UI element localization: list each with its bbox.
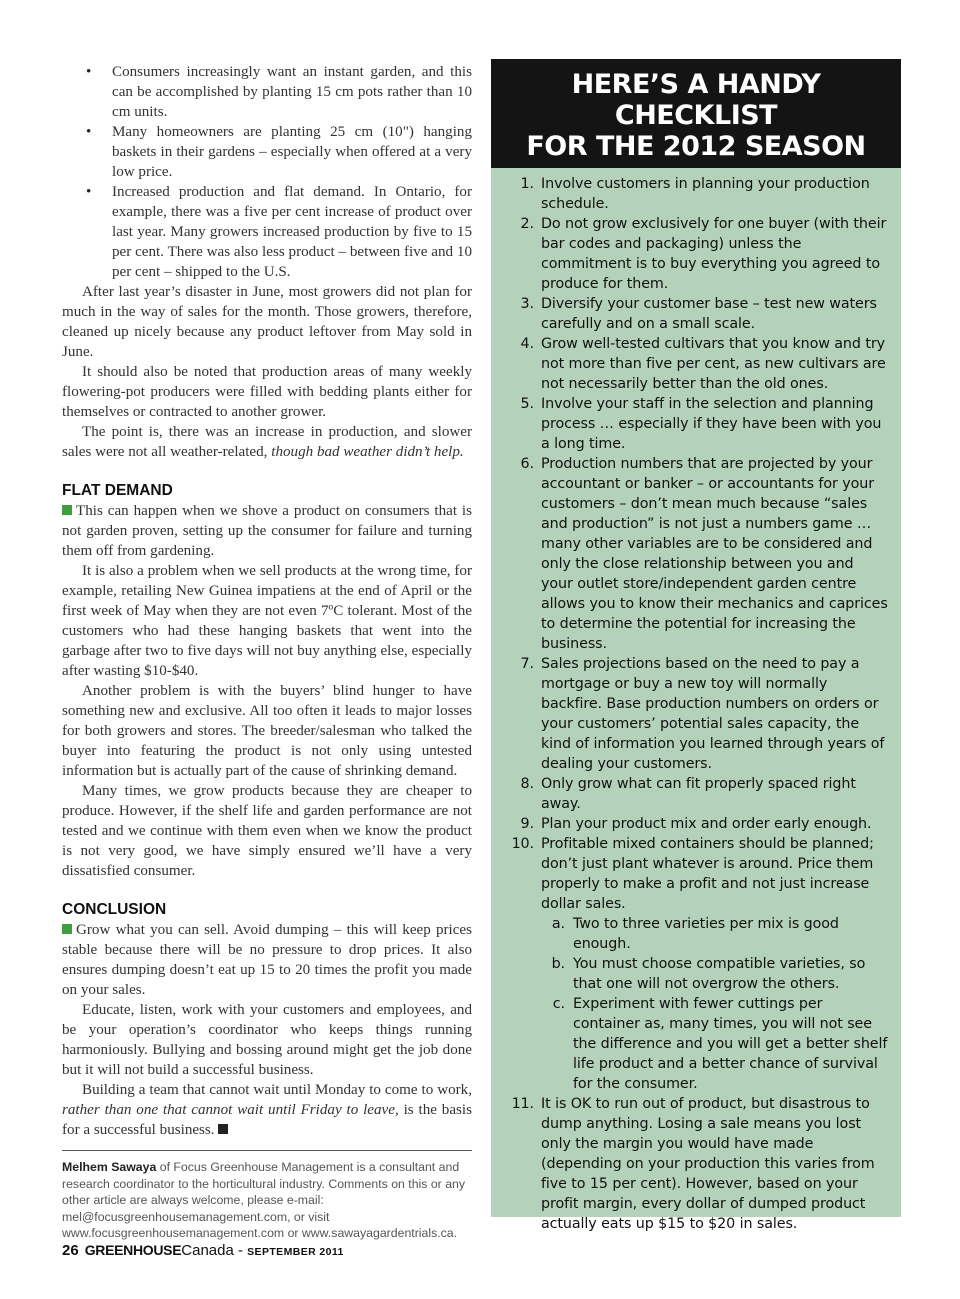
- page-number: 26: [62, 1242, 79, 1259]
- item-number: 8.: [520, 776, 534, 792]
- page-footer: [62, 1242, 344, 1260]
- item-number: 11.: [511, 1096, 534, 1112]
- author-bio: [62, 1159, 472, 1242]
- item-number: 4.: [520, 336, 534, 352]
- item-number: 3.: [520, 296, 534, 312]
- checklist-item: [520, 334, 889, 394]
- paragraph: It is also a problem when we sell products at the wrong time, for example, retailing New Guinea impatiens at the end of April or the first week of May when they are not even 7ºC tolerant. Most of the customers who had these hanging baskets that went into the garbage after two to five days will not buy anything else, especially after wasting $10-$40.: [62, 563, 472, 679]
- item-text: Profitable mixed containers should be planned; don’t just plant whatever is around. Price them properly to make a profit and not just increase dollar sales.: [541, 836, 874, 912]
- section-lead: [62, 501, 472, 561]
- item-number: 7.: [520, 656, 534, 672]
- paragraph: Educate, listen, work with your customers and employees, and be your operation’s coordinator who keeps things running harmoniously. Bullying and bossing around might get the job done but it will not build a successful business.: [62, 1002, 472, 1078]
- checklist-item: [520, 174, 889, 214]
- item-text: Production numbers that are projected by your accountant or banker – or accountants for your customers – don’t mean much because “sales and production” is not just a numbers game … many other variables are to be considered and only the close relationship between you and your outlet store/independent garden centre allows you to know their mechanics and caprices to determine the potential for increasing the business.: [541, 456, 888, 652]
- paragraph: It should also be noted that production areas of many weekly flowering-pot producers were filled with bedding plants either for themselves or contracted to another grower.: [62, 364, 472, 420]
- paragraph: Many times, we grow products because they are cheaper to produce. However, if the shelf life and garden performance are not tested and we continue with them even when we know the product is not very good, we have simply ensured we’ll have a very dissatisfied consumer.: [62, 783, 472, 879]
- checklist-sublist: [541, 914, 889, 1094]
- section-heading-conclusion: CONCLUSION: [62, 901, 167, 918]
- checklist-heading: [491, 59, 901, 168]
- item-text: It is OK to run out of product, but disastrous to dump anything. Losing a sale means you lost only the margin you would have made (depending on your production this varies from five to 15 per cent). However, based on your profit margin, every dollar of dumped product actually eats up $15 to $20 in sales.: [541, 1096, 875, 1232]
- checklist-item: [520, 294, 889, 334]
- paragraph-text: Building a team that cannot wait until Monday to come to work,: [82, 1082, 472, 1098]
- item-text: Diversify your customer base – test new waters carefully and on a small scale.: [541, 296, 877, 332]
- magazine-name-suffix: Canada: [181, 1242, 234, 1259]
- item-number: 2.: [520, 216, 534, 232]
- checklist-item: [520, 454, 889, 654]
- bullet-item: • Many homeowners are planting 25 cm (10") hanging baskets in their gardens – especially when offered at a very low price.: [112, 122, 472, 182]
- checklist-subitem: [552, 994, 889, 1094]
- end-mark-icon: [218, 1124, 228, 1134]
- checklist: [491, 168, 901, 1234]
- item-text: Only grow what can fit properly spaced right away.: [541, 776, 856, 812]
- item-number: 6.: [520, 456, 534, 472]
- item-text: Involve customers in planning your production schedule.: [541, 176, 870, 212]
- checklist-item: [520, 774, 889, 814]
- subitem-letter: c.: [552, 996, 565, 1012]
- paragraph-italic: though bad weather didn’t help.: [271, 444, 464, 460]
- paragraph: [62, 1080, 472, 1140]
- item-text: Involve your staff in the selection and planning process … especially if they have been with you a long time.: [541, 396, 882, 452]
- checklist-item: [520, 814, 889, 834]
- checklist-box: [491, 59, 901, 1232]
- paragraph-text: The point is, there was an increase in production, and slower sales were not all weather-related,: [62, 424, 472, 460]
- bullet-item: • Increased production and flat demand. In Ontario, for example, there was a five per cent increase of product over last year. Many growers increased production by five to 15 per cent. There was also less product – between five and 10 per cent – shipped to the U.S.: [112, 182, 472, 282]
- section-heading-flat-demand: FLAT DEMAND: [62, 482, 173, 499]
- article-column: [62, 62, 472, 1242]
- checklist-item: [520, 394, 889, 454]
- footer-separator: -: [233, 1242, 248, 1259]
- item-text: Do not grow exclusively for one buyer (with their bar codes and packaging) unless the commitment is to buy everything you agreed to produce for them.: [541, 216, 887, 292]
- bullet-list: [62, 62, 472, 282]
- author-bio-text: of Focus Greenhouse Management is a consultant and research coordinator to the horticultural industry. Comments on this or any other article are always welcome, please e-mail: mel@focusgreenhousemanagement.com, or visit www.focusgreenhousemanagement.com or www.sawayagardentrials.ca.: [62, 1160, 466, 1240]
- item-text: Plan your product mix and order early enough.: [541, 816, 872, 832]
- checklist-item: [520, 214, 889, 294]
- checklist-item: [511, 834, 889, 1094]
- paragraph: After last year’s disaster in June, most growers did not plan for much in the way of sales for the month. Those growers, therefore, cleaned up nicely because any product leftover from May sold in June.: [62, 284, 472, 360]
- item-number: 1.: [520, 176, 534, 192]
- checklist-item: [520, 654, 889, 774]
- subitem-letter: a.: [551, 916, 565, 932]
- paragraph-italic: rather than one that cannot wait until Friday to leave,: [62, 1102, 399, 1118]
- author-name: Melhem Sawaya: [62, 1160, 157, 1174]
- item-text: Grow well-tested cultivars that you know and try not more than five per cent, as new cultivars are not necessarily better than the old ones.: [541, 336, 886, 392]
- paragraph: Another problem is with the buyers’ blind hunger to have something new and exclusive. All too often it leads to major losses for both growers and stores. The breeder/salesman who talked the buyer into featuring the product is not only using untested information but is actually part of the cause of shrinking demand.: [62, 683, 472, 779]
- item-number: 5.: [520, 396, 534, 412]
- green-square-icon: [62, 924, 72, 934]
- section-lead: [62, 920, 472, 1000]
- item-text: Sales projections based on the need to pay a mortgage or buy a new toy will normally backfire. Base production numbers on orders or your customers’ potential sales capacity, the kind of information you learned through years of dealing your customers.: [541, 656, 885, 772]
- checklist-subitem: [551, 914, 889, 954]
- green-square-icon: [62, 505, 72, 515]
- checklist-heading-line: FOR THE 2012 SEASON: [526, 131, 866, 162]
- divider: [62, 1150, 472, 1151]
- paragraph: [62, 422, 472, 462]
- magazine-name: GREENHOUSE: [84, 1242, 182, 1258]
- subitem-text: You must choose compatible varieties, so that one will not overgrow the others.: [573, 956, 866, 992]
- item-number: 10.: [511, 836, 534, 852]
- subitem-text: Experiment with fewer cuttings per container as, many times, you will not see the difference and you will get a better shelf life product and a better chance of survival for the consumer.: [573, 996, 888, 1092]
- subitem-text: Two to three varieties per mix is good enough.: [573, 916, 839, 952]
- item-number: 9.: [520, 816, 534, 832]
- checklist-heading-line: HERE’S A HANDY CHECKLIST: [571, 69, 821, 131]
- section-lead-text: This can happen when we shove a product on consumers that is not garden proven, setting up the consumer for failure and turning them off from gardening.: [62, 503, 472, 559]
- subitem-letter: b.: [551, 956, 565, 972]
- checklist-item: [511, 1094, 889, 1234]
- paragraph-text: is the basis for a successful business.: [62, 1102, 472, 1138]
- section-lead-text: Grow what you can sell. Avoid dumping – this will keep prices stable because there will be no pressure to drop prices. It also ensures dumping doesn’t eat up 15 to 20 times the profit you made on your sales.: [62, 922, 472, 998]
- bullet-item: • Consumers increasingly want an instant garden, and this can be accomplished by planting 15 cm pots rather than 10 cm units.: [112, 62, 472, 122]
- issue-date: SEPTEMBER 2011: [247, 1246, 344, 1258]
- checklist-subitem: [551, 954, 889, 994]
